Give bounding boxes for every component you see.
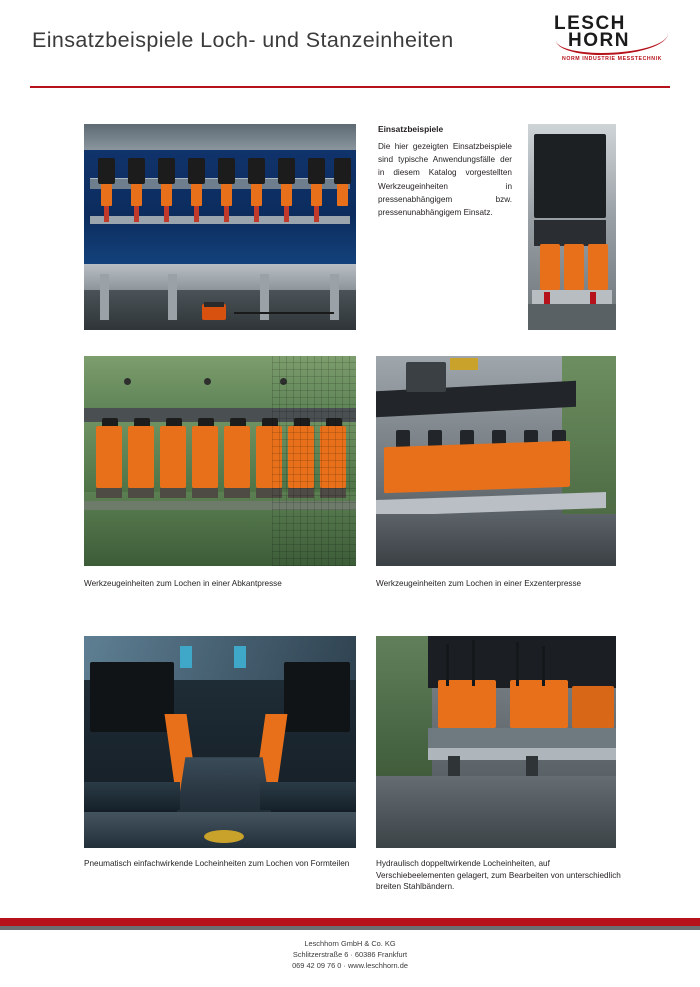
photo4-tool-head (406, 362, 446, 392)
logo-subline: NORM INDUSTRIE MESSTECHNIK (561, 56, 663, 62)
figure-hydraulic-double-acting (376, 636, 616, 848)
photo1-orange-cylinder (337, 184, 348, 206)
photo2-orange-unit (588, 244, 608, 290)
logo-line-1: LESCH (554, 13, 626, 34)
page-footer (0, 930, 700, 987)
photo1-machine-table (84, 264, 356, 290)
photo4-roller (396, 430, 410, 448)
figure-pneumatic-single-acting (84, 636, 356, 848)
photo2-orange-unit (540, 244, 560, 290)
photo3-orange-c-frame (96, 426, 122, 488)
photo1-red-marker (284, 206, 289, 222)
photo5-side-wing (84, 782, 180, 810)
figure-punching-line-overview (84, 124, 356, 330)
photo2-floor (528, 304, 616, 330)
photo1-red-marker (314, 206, 319, 222)
photo5-blue-cylinder (180, 646, 192, 668)
photo3-bolt (124, 378, 131, 385)
photo1-tool-unit (128, 158, 145, 184)
photo1-tool-unit (308, 158, 325, 184)
photo1-red-marker (194, 206, 199, 222)
photo2-black-housing-lower (534, 220, 606, 246)
photo3-bolt (204, 378, 211, 385)
caption-eccentric-press-punching: Werkzeugeinheiten zum Lochen in einer Exzenterpresse (376, 579, 582, 588)
photo1-frame-leg (100, 274, 109, 320)
photo1-orange-cylinder (191, 184, 202, 206)
photo2-orange-unit (564, 244, 584, 290)
photo1-tool-unit (248, 158, 265, 184)
photo1-orange-cylinder (221, 184, 232, 206)
figure-eccentric-press-punching (376, 356, 616, 566)
company-logo (554, 14, 670, 72)
photo1-red-marker (254, 206, 259, 222)
photo1-tool-unit (98, 158, 115, 184)
photo1-cable (234, 312, 334, 314)
footer-contact: 069 42 09 76 0 · www.leschhorn.de (292, 961, 408, 970)
figure-tool-unit-stack (528, 124, 616, 330)
photo5-blue-cylinder (234, 646, 246, 668)
photo5-side-wing (260, 782, 356, 810)
photo1-background-wall (84, 124, 356, 152)
photo1-lower-bar (90, 216, 350, 224)
caption-hydraulic-double-acting: Hydraulisch doppeltwirkende Locheinheiten, auf Verschiebeelementen gelagert, zum Bearbeiten von unterschiedlich breiten Stahlbändern. (376, 859, 621, 891)
photo1-tool-unit (334, 158, 351, 184)
photo1-red-marker (134, 206, 139, 222)
footer-address: Schlitzerstraße 6 · 60386 Frankfurt (292, 950, 408, 959)
photo3-unit-base (224, 488, 250, 498)
photo4-floor (376, 514, 616, 566)
photo1-orange-cylinder (311, 184, 322, 206)
photo2-black-housing (534, 134, 606, 218)
photo6-hydraulic-hose (516, 642, 519, 686)
logo-line-2: HORN (568, 30, 630, 51)
footer-accent-bar (0, 918, 700, 926)
page-title: Einsatzbeispiele Loch- und Stanzeinheiten (32, 28, 454, 52)
photo4-yellow-clamp (450, 358, 478, 370)
caption-press-brake-punching: Werkzeugeinheiten zum Lochen in einer Abkantpresse (84, 579, 282, 588)
footer-company: Leschhorn GmbH & Co. KG (304, 939, 396, 948)
photo1-orange-cylinder (251, 184, 262, 206)
photo5-brass-disc (204, 830, 244, 843)
photo6-hydraulic-hose (472, 640, 475, 686)
header-divider (30, 86, 670, 88)
intro-title: Einsatzbeispiele (378, 124, 444, 134)
photo1-tool-unit (188, 158, 205, 184)
photo6-hydraulic-unit (510, 680, 568, 728)
photo6-hydraulic-unit (572, 686, 614, 728)
photo3-orange-c-frame (160, 426, 186, 488)
photo3-orange-c-frame (224, 426, 250, 488)
footer-lines (0, 938, 700, 971)
photo3-orange-c-frame (192, 426, 218, 488)
photo3-unit-base (192, 488, 218, 498)
intro-text-block (378, 124, 512, 219)
photo1-tool-unit (158, 158, 175, 184)
photo1-orange-cylinder (161, 184, 172, 206)
photo3-unit-base (160, 488, 186, 498)
photo1-tool-unit (278, 158, 295, 184)
photo1-orange-cylinder (131, 184, 142, 206)
photo1-frame-leg (168, 274, 177, 320)
photo3-orange-c-frame (128, 426, 154, 488)
photo1-foot-pedal-top (204, 302, 224, 307)
photo1-red-marker (164, 206, 169, 222)
intro-body: Die hier gezeigten Einsatzbeispiele sind typische Anwendungsfälle der in diesem Katalog vorgestellten Werkzeugeinheiten in pressenabhängigem bzw. pressenunabhängigem Einsatz. (378, 142, 512, 218)
caption-pneumatic-single-acting: Pneumatisch einfachwirkende Locheinheiten zum Lochen von Formteilen (84, 859, 350, 868)
photo5-black-housing-right (284, 662, 350, 732)
photo6-hydraulic-unit (438, 680, 496, 728)
photo3-unit-base (128, 488, 154, 498)
photo6-hydraulic-hose (446, 644, 449, 686)
photo3-unit-base (96, 488, 122, 498)
photo4-orange-tool-unit (384, 441, 570, 493)
photo1-red-marker (224, 206, 229, 222)
photo6-floor (376, 776, 616, 848)
page-header (0, 0, 700, 88)
photo1-tool-unit (218, 158, 235, 184)
photo5-black-housing-left (90, 662, 174, 732)
figure-press-brake-punching (84, 356, 356, 566)
photo6-shift-rail (428, 728, 616, 750)
photo1-orange-cylinder (281, 184, 292, 206)
photo3-safety-mesh (272, 356, 356, 566)
photo6-hydraulic-hose (542, 646, 545, 686)
photo1-red-marker (104, 206, 109, 222)
photo1-orange-cylinder (101, 184, 112, 206)
